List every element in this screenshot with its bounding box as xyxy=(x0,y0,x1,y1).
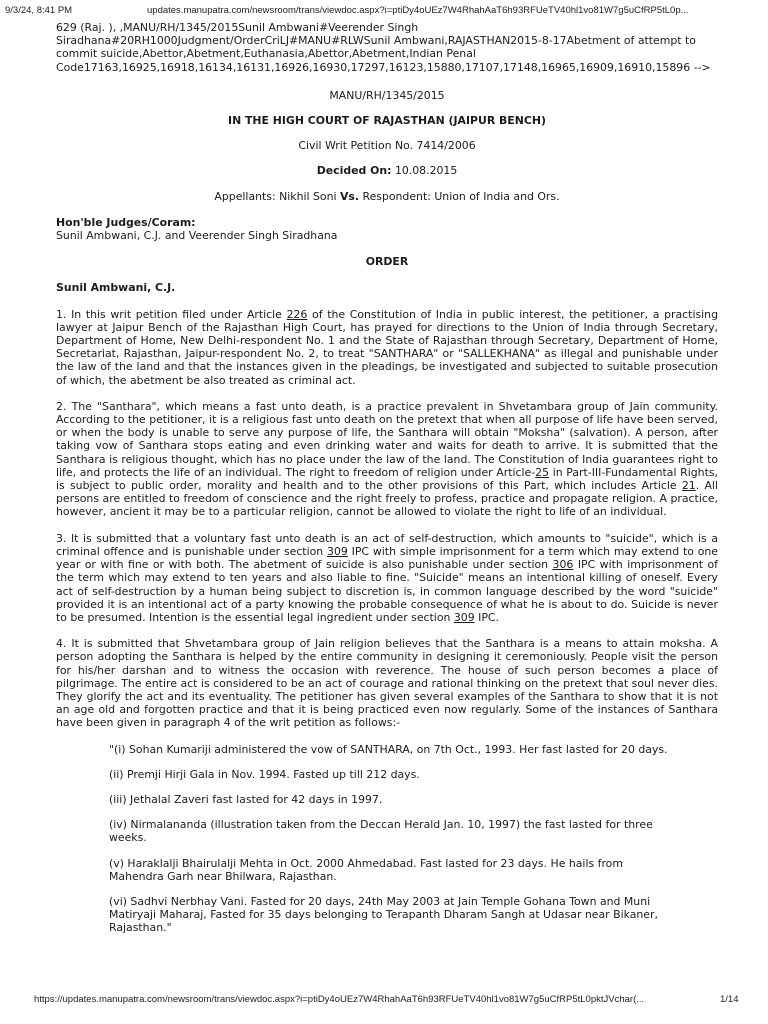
citation: MANU/RH/1345/2015 xyxy=(329,88,445,102)
paragraph-4: 4. It is submitted that Shvetambara group of Jain religion believes that the Santhara is a means to attain moksha. A person adopting the Santhara is helped by the entire community in designing it ceremoniously. People visit the person for his/her darshan and to witness the occasion with reverence. The house of such person becomes a place of pilgrimage. The entire act is considered to be an act of courage and rational thinking on the pretext that soul never dies. They glorify the act and its eventuality. The petitioner has given several examples of the Santhara to show that it is not an age old and forgotten practice and that it is being practiced even now regularly. Some of the instances of Santhara have been given in paragraph 4 of the writ petition as follows:- xyxy=(56,637,718,730)
paragraph-text: IPC with imprisonment of the term which may extend to ten years and also liable to fine. "Suicide" means an intentional killing of oneself. Every act of self-destruction by a human being subject to discretion is, in common language described by the word "suicide" provided it is an intentional act of a party knowing the probable consequence of what he is about to do. Suicide is never to be presumed. Intention is the essential legal ingredient under section xyxy=(56,558,718,624)
print-header xyxy=(0,0,768,22)
paragraph-text: in Part-III-Fundamental Rights, is subject to public order, morality and health and to the other provisions of this Part, which includes Article xyxy=(56,465,718,493)
section-309-link[interactable]: 309 xyxy=(453,610,475,624)
instance-item: (iv) Nirmalananda (illustration taken from the Deccan Herald Jan. 10, 1997) the fast lasted for three weeks. xyxy=(109,818,653,845)
versus: Vs. xyxy=(339,189,360,203)
paragraph-text: IPC. xyxy=(474,610,499,624)
print-header-url: updates.manupatra.com/newsroom/trans/viewdoc.aspx?i=ptiDy4oUEz7W4RhahAaT6h93RFUeTV40hl1vo81W7g5uCfRP5tL0p... xyxy=(147,5,689,16)
instance-item: (iii) Jethalal Zaveri fast lasted for 42 days in 1997. xyxy=(109,792,383,806)
decided-on xyxy=(56,164,718,177)
parties xyxy=(56,190,718,203)
order-author: Sunil Ambwani, C.J. xyxy=(56,281,176,295)
paragraph-text: 1. In this writ petition filed under Article xyxy=(56,307,287,321)
paragraph-2 xyxy=(56,400,718,519)
article-21-link[interactable]: 21 xyxy=(681,479,696,493)
metadata-comment: 629 (Raj. ), ,MANU/RH/1345/2015Sunil Ambwani#Veerender Singh Siradhana#20RH1000Judgment/OrderCriLJ#MANU#RLWSunil Ambwani,RAJASTHAN2015-8-17Abetment of attempt to commit suicide,Abettor,Abetment,Euthanasia,Abettor,Abetment,Indian Penal Code17163,16925,16918,16134,16131,16926,16930,17297,16123,15880,17107,17148,16965,16909,16910,15896 --> xyxy=(56,21,711,74)
paragraph-text: 2. The "Santhara", which means a fast unto death, is a practice prevalent in Shvetambara group of Jain community. According to the petitioner, it is a religious fast unto death on the pretext that when all purpose of life have been served, or when the body is unable to serve any purpose of life, the Santhara will obtain "Moksha" (salvation). A person, after taking vow of Santhara stops eating and even drinking water and waits for death to arrive. It is submitted that the Santhara is religious thought, which has no place under the law of the land. The Constitution of India guarantees right to life, and protects the life of an individual. The right to freedom of religion under Article- xyxy=(56,399,718,479)
article-226-link[interactable]: 226 xyxy=(286,307,308,321)
instance-item: (v) Haraklalji Bhairulalji Mehta in Oct. 2000 Ahmedabad. Fast lasted for 23 days. He hails from Mahendra Garh near Bhilwara, Rajasthan. xyxy=(109,856,623,883)
instance-item: (ii) Premji Hirji Gala in Nov. 1994. Fasted up till 212 days. xyxy=(109,767,420,781)
decided-label: Decided On: xyxy=(316,164,392,178)
print-footer-url: https://updates.manupatra.com/newsroom/trans/viewdoc.aspx?i=ptiDy4oUEz7W4RhahAaT6h93RFUeTV40hl1vo81W7g5uCfRP5tL0pktJVchar(... xyxy=(34,994,645,1005)
article-25-link[interactable]: 25 xyxy=(535,465,550,479)
print-timestamp: 9/3/24, 8:41 PM xyxy=(5,5,73,16)
decided-date: 10.08.2015 xyxy=(394,164,458,178)
coram-heading: Hon'ble Judges/Coram: xyxy=(56,215,196,229)
appellants: Appellants: Nikhil Soni xyxy=(214,189,340,203)
section-306-link[interactable]: 306 xyxy=(552,558,574,572)
santhara-instances-quote xyxy=(109,743,671,935)
instance-item: "(i) Sohan Kumariji administered the vow of SANTHARA, on 7th Oct., 1993. Her fast lasted for 20 days. xyxy=(109,742,668,756)
paragraph-text: 3. It is submitted that a voluntary fast unto death is an act of self-destruction, which amounts to "suicide", which is a criminal offence and is punishable under section xyxy=(56,531,718,558)
petition-number: Civil Writ Petition No. 7414/2006 xyxy=(298,139,476,153)
order-heading: ORDER xyxy=(365,255,409,269)
respondents: Respondent: Union of India and Ors. xyxy=(359,189,560,203)
paragraph-text: of the Constitution of India in public interest, the petitioner, a practising lawyer at Jaipur Bench of the Rajasthan High Court, has prayed for directions to the Union of India through Secretary, Department of Home, New Delhi-respondent No. 1 and the State of Rajasthan through Secretary, Department of Home, Secretariat, Rajasthan, Jaipur-respondent No. 2, to treat "SANTHARA" or "SALLEKHANA" as illegal and punishable under the law of the land and that the instances given in the pleadings, be investigated and subjected to suitable prosecution of which, the abetment be also treated as criminal act. xyxy=(56,307,718,387)
paragraph-3 xyxy=(56,532,718,624)
paragraph-text: IPC with simple imprisonment for a term which may extend to one year or with fine or with both. The abetment of suicide is also punishable under section xyxy=(56,544,719,572)
page-counter: 1/14 xyxy=(720,994,739,1005)
instance-item: (vi) Sadhvi Nerbhay Vani. Fasted for 20 days, 24th May 2003 at Jain Temple Gohana Town and Muni Matiryaji Maharaj, Fasted for 35 days belonging to Terapanth Dharam Sangh at Udasar near Bikaner, Rajasthan." xyxy=(109,894,658,935)
judgment-document xyxy=(56,21,718,935)
section-309-link[interactable]: 309 xyxy=(327,544,348,558)
coram-judges: Sunil Ambwani, C.J. and Veerender Singh Siradhana xyxy=(56,229,338,243)
print-footer xyxy=(0,990,768,1012)
paragraph-1 xyxy=(56,308,718,387)
court-name: IN THE HIGH COURT OF RAJASTHAN (JAIPUR BENCH) xyxy=(228,114,546,128)
paragraph-text: . All persons are entitled to freedom of conscience and the right freely to profess, practice and propagate religion. A practice, however, ancient it may be to a particular religion, cannot be allowed to violate the right to life of an individual. xyxy=(56,479,718,519)
